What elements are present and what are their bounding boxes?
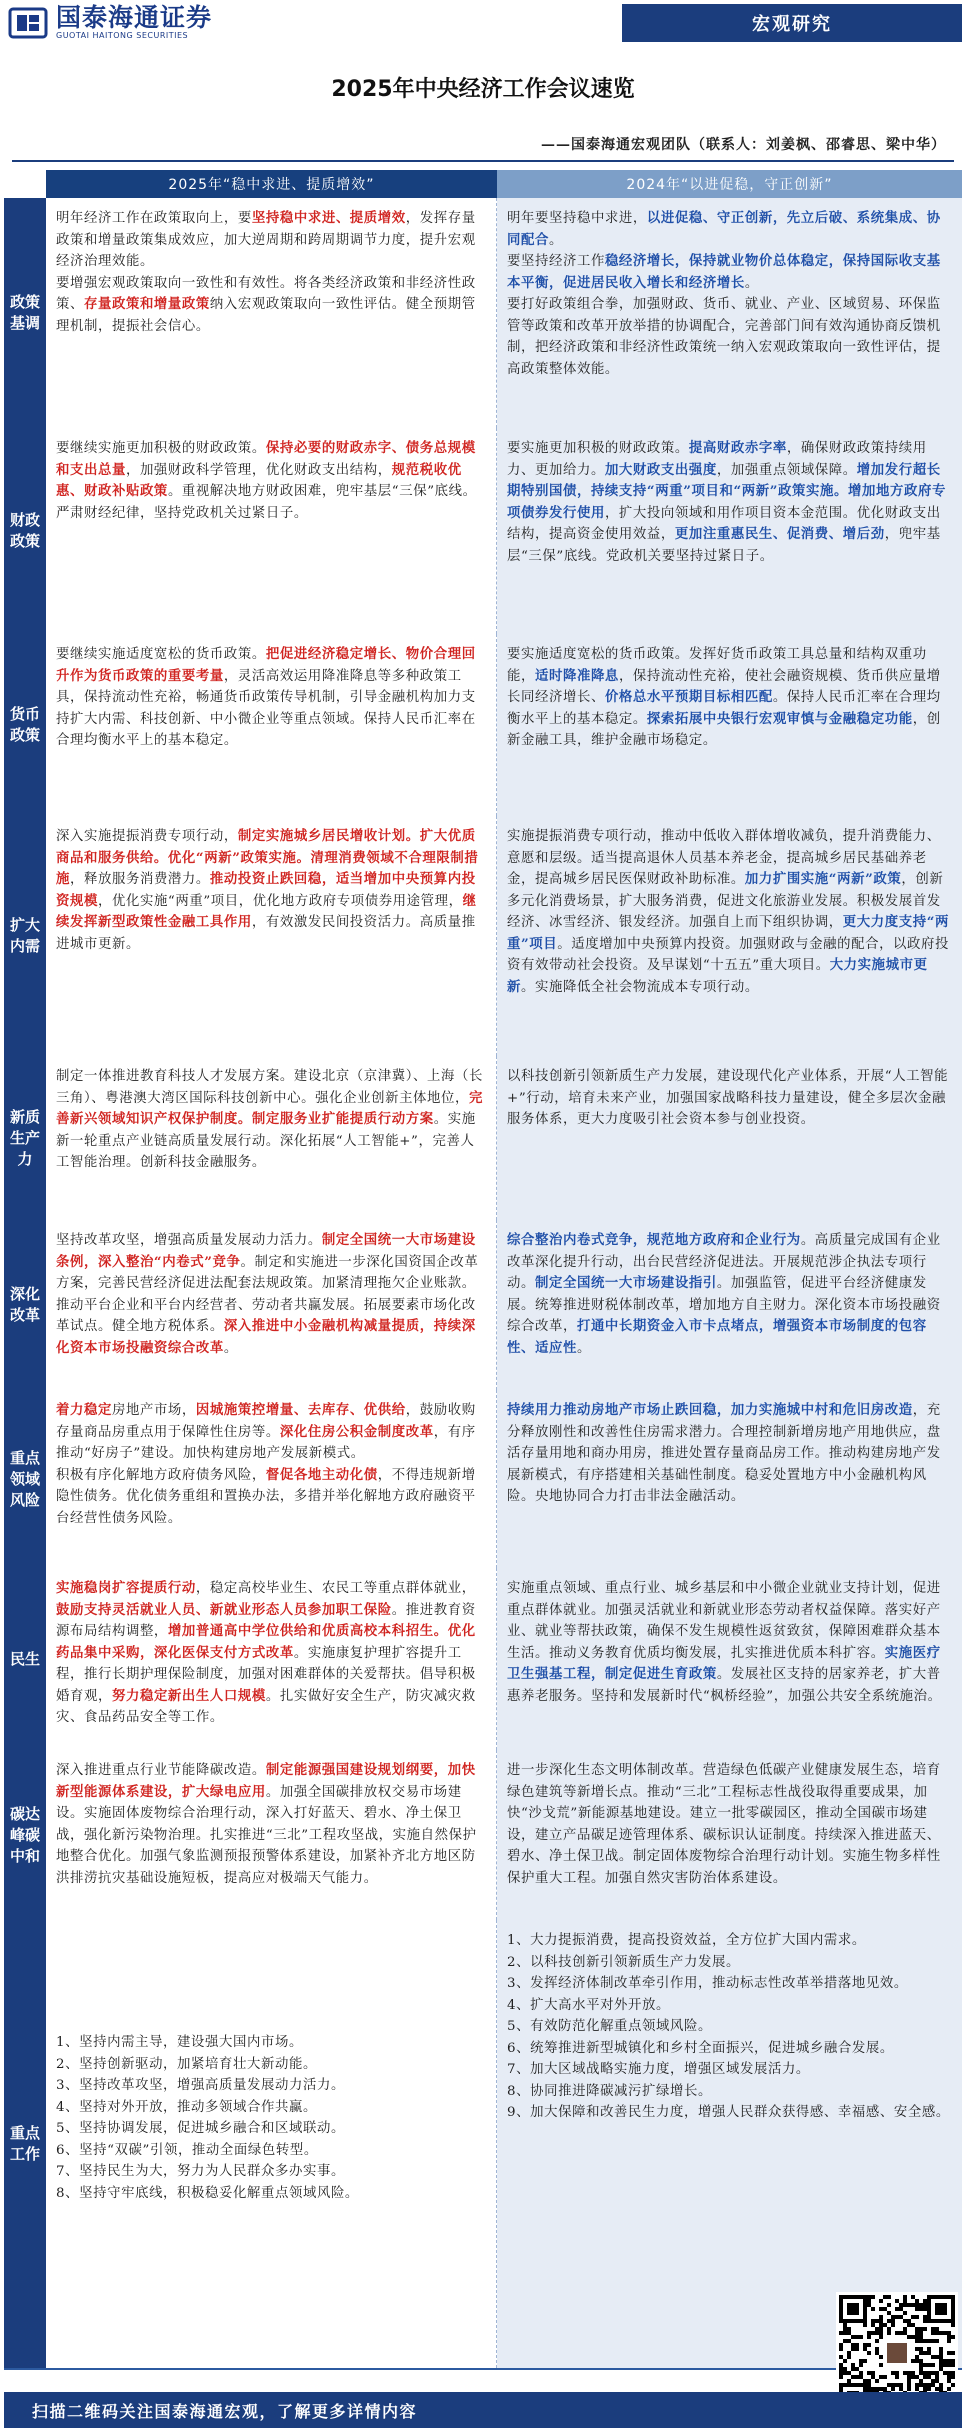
cell-2025 [46, 1920, 497, 2368]
cell-2024 [497, 1568, 962, 1750]
cell-2025 [46, 816, 497, 1056]
row-label-text: 碳达峰碳中和 [9, 1804, 40, 1865]
table-row [4, 1220, 962, 1392]
list-item: 4、扩大高水平对外开放。 [507, 1997, 671, 2013]
list-item: 5、坚持协调发展，促进城乡融合和区域联动。 [56, 2121, 345, 2136]
company-logo [8, 4, 212, 42]
body-text: 纳入宏观政策取向一致性评估。健全预期管理机制，提振社会信心。 [56, 297, 476, 334]
logo-mark-icon [8, 6, 48, 40]
body-text: 。加强全国碳排放权交易市场建设。实施固体废物综合治理行动，深入打好蓝天、碧水、净土保卫战，强化新污染物治理。扎实推进“三北”工程攻坚战，实施自然保护地整合优化。加强气象监测预报预警体系建设，加紧补齐北方地区防洪排涝抗灾基础设施短板，提高应对极端天气能力。 [56, 1784, 477, 1886]
body-text: 。实施康复护理扩容提升工程，推行长期护理保险制度，加强对困难群体的关爱帮扶。倡导积极婚育观， [56, 1645, 476, 1704]
body-text: 。实施新一轮重点产业链高质量发展行动。深化拓展“人工智能+”，完善人工智能治理。创新科技金融服务。 [56, 1112, 476, 1170]
body-text: 实施提振消费专项行动，推动中低收入群体增收减负，提升消费能力、意愿和层级。适当提高退休人员基本养老金，提高城乡居民基础养老金，提高城乡居民医保财政补助标准。 [507, 829, 941, 887]
list-item: 9、加大保障和改善民生力度，增强人民群众获得感、幸福感、安全感。 [507, 2105, 950, 2120]
body-text: 要增强宏观政策取向一致性和有效性。将各类经济政策和非经济性政策、 [56, 275, 476, 312]
cell-2025 [46, 1568, 497, 1750]
row-label [4, 1056, 46, 1220]
body-text: 进一步深化生态文明体制改革。营造绿色低碳产业健康发展生态，培育绿色建筑等新增长点。推动“三北”工程标志性战役取得重要成果，加快“沙戈荒”新能源基地建设。建立一批零碳园区，推动全国碳市场建设，建立产品碳足迹管理体系、碳标识认证制度。持续深入推进蓝天、碧水、净土保卫战。制定固体废物综合治理行动计划。实施生物多样性保护重大工程。加强自然灾害防治体系建设。 [507, 1763, 941, 1886]
column-header-2024: 2024年“以进促稳，守正创新” [497, 170, 962, 198]
body-text: 以科技创新引领新质生产力发展，建设现代化产业体系，开展“人工智能+”行动，培育未来产业，加强国家战略科技力量建设，健全多层次金融服务体系，更大力度吸引社会资本参与创业投资。 [507, 1069, 949, 1127]
highlight-text: 保持必要的财政赤字、债务总规模和支出总量 [56, 440, 476, 478]
cell-2024 [497, 1750, 962, 1920]
body-text: 深入实施提振消费专项行动， [56, 829, 238, 844]
highlight-text: 努力稳定新出生人口规模 [111, 1687, 266, 1704]
highlight-text: 推动投资止跌回稳，适当增加中央预算内投资规模 [56, 871, 476, 909]
body-text: 要打好政策组合拳，加强财政、货币、就业、产业、区域贸易、环保监管等政策和改革开放举措的协调配合，完善部门间有效沟通协商反馈机制，把经济政策和非经济性政策统一纳入宏观政策取向一致性评估，提高政策整体效能。 [507, 297, 941, 377]
highlight-text: 加大财政支出强度 [604, 461, 717, 478]
list-item: 1、坚持内需主导，建设强大国内市场。 [56, 2035, 303, 2050]
row-label-text: 重点领域风险 [9, 1448, 40, 1509]
page-title: 2025年中央经济工作会议速览 [331, 77, 635, 102]
cell-2025 [46, 198, 497, 428]
body-text: 要实施适度宽松的货币政策。发挥好货币政策工具总量和结构双重功能， [507, 647, 927, 684]
body-text: 要实施更加积极的财政政策。 [507, 441, 689, 456]
table-row [4, 1568, 962, 1752]
body-text: ，创新多元化消费场景，扩大服务消费，促进文化旅游业发展。积极发展首发经济、冰雪经济、银发经济。加强自上而下组织协调， [507, 872, 944, 930]
body-text: 。扎实做好安全生产，防灾减灾救灾、食品药品安全等工作。 [56, 1688, 476, 1725]
highlight-text: 深入推进中小金融机构减量提质，持续深化资本市场投融资综合改革 [56, 1318, 476, 1356]
list-item: 2、坚持创新驱动，加紧培育壮大新动能。 [56, 2056, 317, 2072]
highlight-text: 大力实施城市更新 [507, 957, 928, 995]
table-row [4, 198, 962, 430]
highlight-text: 增加普通高中学位供给和优质高校本科招生。优化药品集中采购，深化医保支付方式改革 [56, 1623, 476, 1661]
row-label-text: 政策基调 [9, 293, 40, 332]
body-text: ，不得违规新增隐性债务。优化债务重组和置换办法，多措并举化解地方政府融资平台经营性债务风险。 [56, 1467, 476, 1526]
highlight-text: 完善新兴领域知识产权保护制度。制定服务业扩能提质行动方案 [56, 1089, 484, 1127]
body-text: 。发展社区支持的居家养老，扩大普惠养老服务。坚持和发展新时代“枫桥经验”，加强公共安全系统施治。 [507, 1667, 942, 1704]
column-header-2025: 2025年“稳中求进、提质增效” [46, 170, 497, 198]
table-row [4, 1056, 962, 1222]
list-item: 4、坚持对外开放，推动多领域合作共赢。 [56, 2099, 317, 2115]
row-label [4, 1220, 46, 1390]
highlight-text: 提高财政赤字率 [688, 440, 787, 456]
body-text: 。保持人民币汇率在合理均衡水平上的基本稳定。 [507, 690, 941, 727]
body-text: ，发挥存量政策和增量政策集成效应，加大逆周期和跨周期调节力度，提升宏观经济治理效能。 [56, 211, 476, 269]
highlight-text: 着力稳定 [56, 1402, 112, 1418]
body-text: ，有序推动“好房子”建设。加快构建房地产发展新模式。 [56, 1424, 476, 1461]
cell-2025 [46, 1056, 497, 1220]
highlight-text: 加力扩围实施“两新”政策 [744, 871, 902, 887]
author-line: ——国泰海通宏观团队（联系人：刘姜枫、邵睿思、梁中华） [541, 137, 946, 153]
body-text: 坚持改革攻坚，增强高质量发展动力活力。 [56, 1233, 322, 1248]
body-text: 深入推进重点行业节能降碳改造。 [56, 1763, 266, 1778]
body-text: 明年经济工作在政策取向上，要 [56, 211, 252, 226]
title-divider [12, 160, 954, 162]
row-label [4, 816, 46, 1056]
body-text: 明年要坚持稳中求进， [507, 211, 647, 226]
body-text: 积极有序化解地方政府债务风险， [56, 1467, 266, 1483]
footer-banner: 扫描二维码关注国泰海通宏观，了解更多详情内容 [4, 2392, 962, 2428]
row-label-text: 财政政策 [9, 511, 40, 550]
cell-2025 [46, 634, 497, 816]
body-text: 。制定和实施进一步深化国资国企改革方案，完善民营经济促进法配套法规政策。加紧清理拖欠企业账款。推动平台企业和平台内经营者、劳动者共赢发展。拓展要素市场化改革试点。健全地方税体系。 [56, 1254, 479, 1334]
cell-2024 [497, 1390, 962, 1568]
row-label-text: 货币政策 [9, 705, 40, 744]
list-item: 3、坚持改革攻坚，增强高质量发展动力活力。 [56, 2078, 345, 2093]
page-header [0, 0, 966, 44]
cell-2024 [497, 634, 962, 816]
list-item: 2、以科技创新引领新质生产力发展。 [507, 1954, 740, 1970]
section-tag: 宏观研究 [622, 4, 962, 42]
body-text: 。高质量完成国有企业改革深化提升行动，出台民营经济促进法。开展规范涉企执法专项行动。 [507, 1233, 941, 1291]
highlight-text: 规范税收优惠、财政补贴政策 [56, 461, 462, 499]
cell-2024 [497, 1220, 962, 1390]
row-label-text: 重点工作 [9, 2124, 40, 2163]
list-item: 5、有效防范化解重点领域风险。 [507, 2019, 712, 2034]
body-text: ，充分释放刚性和改善性住房需求潜力。合理控制新增房地产用地供应，盘活存量用地和商办用房，推进处置存量商品房工作。推动构建房地产发展新模式，有序搭建相关基础性制度。稳妥处置地方中小金融机构风险。央地协同合力打击非法金融活动。 [507, 1403, 941, 1504]
highlight-text: 稳经济增长，保持就业物价总体稳定，保持国际收支基本平衡，促进居民收入增长和经济增长 [507, 253, 941, 291]
highlight-text: 继续发挥新型政策性金融工具作用 [56, 892, 477, 930]
list-item: 3、发挥经济体制改革牵引作用，推动标志性改革举措落地见效。 [507, 1976, 908, 1991]
body-text: 。 [576, 1340, 591, 1356]
body-text: ，扩大投向领域和用作项目资本金范围。优化财政支出结构，提高资金使用效益， [507, 505, 941, 542]
body-text: ，兜牢基层“三保”底线。党政机关要坚持过紧日子。 [507, 527, 941, 564]
cell-2024 [497, 1056, 962, 1220]
highlight-text: 制定能源强国建设规划纲要，加快新型能源体系建设，扩大绿电应用 [56, 1762, 476, 1800]
row-label-text: 深化改革 [9, 1285, 40, 1324]
highlight-text: 价格总水平预期目标相匹配 [604, 689, 773, 705]
cell-2025 [46, 1750, 497, 1920]
highlight-text: 适时降准降息 [534, 667, 619, 684]
highlight-text: 把促进经济稳定增长、物价合理回升作为货币政策的重要考量 [56, 646, 476, 684]
list-item: 8、协同推进降碳减污扩绿增长。 [507, 2083, 712, 2099]
row-label [4, 1920, 46, 2368]
cell-2024 [497, 428, 962, 634]
row-label [4, 1750, 46, 1920]
row-label-text: 民生 [9, 1649, 40, 1668]
body-text: ，加强财政科学管理，优化财政支出结构， [125, 462, 392, 478]
highlight-text: 实施稳岗扩容提质行动 [56, 1580, 196, 1596]
logo-text-cn: 国泰海通证券 [56, 3, 213, 32]
highlight-text: 综合整治内卷式竞争，规范地方政府和企业行为 [507, 1232, 801, 1248]
highlight-text: 制定全国统一大市场建设指引 [534, 1275, 717, 1291]
highlight-text: 制定全国统一大市场建设条例，深入整治“内卷式”竞争 [56, 1232, 476, 1270]
table-row [4, 816, 962, 1058]
table-row [4, 1390, 962, 1570]
table-row [4, 1750, 962, 1922]
cell-2024 [497, 816, 962, 1056]
highlight-text: 深化住房公积金制度改革 [279, 1423, 434, 1440]
logo-text-en: GUOTAI HAITONG SECURITIES [56, 31, 189, 40]
body-text: 。 [548, 232, 563, 248]
list-item: 6、统筹推进新型城镇化和乡村全面振兴，促进城乡融合发展。 [507, 2040, 894, 2056]
body-text: ，创新金融工具，维护金融市场稳定。 [507, 711, 941, 748]
body-text: ，保持流动性充裕，使社会融资规模、货币供应量增长同经济增长、 [507, 668, 941, 705]
list-item: 8、坚持守牢底线，积极稳妥化解重点领域风险。 [56, 2185, 359, 2201]
cell-2024 [497, 198, 962, 428]
body-text: ，确保财政政策持续用力、更加给力。 [507, 441, 927, 478]
body-text: 。 [744, 275, 759, 291]
row-label [4, 428, 46, 634]
highlight-text: 打通中长期资金入市卡点堵点，增强资本市场制度的包容性、适应性 [507, 1318, 927, 1356]
body-text: 。适度增加中央预算内投资。加强财政与金融的配合，以政府投资有效带动社会投资。及早谋划“十五五”重大项目。 [507, 936, 950, 973]
highlight-text: 鼓励支持灵活就业人员、新就业形态人员参加职工保险 [56, 1601, 392, 1618]
list-item: 6、坚持“双碳”引领，推动全面绿色转型。 [56, 2142, 318, 2158]
highlight-text: 增加发行超长期特别国债，持续支持“两重”项目和“两新”政策实施。增加地方政府专项债券发行使用 [507, 461, 946, 521]
table-row [4, 634, 962, 818]
row-label [4, 1568, 46, 1750]
body-text: ，有效激发民间投资活力。高质量推进城市更新。 [56, 915, 476, 952]
cell-2025 [46, 1390, 497, 1568]
body-text: ，鼓励收购存量商品房重点用于保障性住房等。 [56, 1403, 476, 1440]
body-text: 要继续实施适度宽松的货币政策。 [56, 647, 266, 662]
highlight-text: 探索拓展中央银行宏观审慎与金融稳定功能 [646, 710, 913, 727]
body-text: 。加强监管，促进平台经济健康发展。统筹推进财税体制改革，增加地方自主财力。深化资本市场投融资综合改革， [507, 1276, 941, 1334]
body-text: 要坚持经济工作 [507, 254, 605, 269]
row-label-text: 新质生产力 [9, 1107, 40, 1168]
body-text: ，加强重点领域保障。 [716, 462, 857, 478]
list-item: 1、大力提振消费，提高投资效益，全方位扩大国内需求。 [507, 1933, 866, 1948]
body-text: 制定一体推进教育科技人才发展方案。建设北京（京津冀）、上海（长三角）、粤港澳大湾区国际科技创新中心。强化企业创新主体地位， [56, 1069, 484, 1106]
table-row [4, 428, 962, 636]
highlight-text: 以进促稳、守正创新，先立后破、系统集成、协同配合 [507, 210, 941, 248]
body-text: 房地产市场， [111, 1403, 196, 1418]
body-text: ，释放服务消费潜力。 [70, 872, 210, 887]
highlight-text: 制定实施城乡居民增收计划。扩大优质商品和服务供给。优化“两新”政策实施。清理消费领域不合理限制措施 [56, 828, 479, 887]
highlight-text: 坚持稳中求进、提质增效 [251, 210, 406, 226]
body-text: 。重视解决地方财政困难，兜牢基层“三保”底线。严肃财经纪律，坚持党政机关过紧日子。 [56, 484, 477, 521]
highlight-text: 因城施策控增量、去库存、优供给 [195, 1402, 406, 1418]
highlight-text: 持续用力推动房地产市场止跌回稳，加力实施城中村和危旧房改造 [507, 1402, 913, 1418]
row-label [4, 198, 46, 428]
row-label [4, 1390, 46, 1568]
cell-2025 [46, 428, 497, 634]
table-row [4, 1920, 962, 2370]
body-text: ，稳定高校毕业生、农民工等重点群体就业， [195, 1581, 476, 1596]
cell-2025 [46, 1220, 497, 1390]
highlight-text: 督促各地主动化债 [265, 1466, 378, 1483]
highlight-text: 存量政策和增量政策 [83, 296, 210, 312]
highlight-text: 实施医疗卫生强基工程，制定促进生育政策 [507, 1644, 941, 1682]
body-text: 要继续实施更加积极的财政政策。 [56, 441, 266, 456]
list-item: 7、坚持民生为大，努力为人民群众多办实事。 [56, 2164, 345, 2179]
body-text: 实施重点领域、重点行业、城乡基层和中小微企业就业支持计划，促进重点群体就业。加强灵活就业和新就业形态劳动者权益保障。落实好产业、就业等帮扶政策，确保不发生规模性返贫致贫，保障困难群众基本生活。推动义务教育优质均衡发展，扎实推进优质本科扩容。 [507, 1581, 941, 1661]
highlight-text: 更加注重惠民生、促消费、增后劲 [674, 526, 885, 542]
row-label [4, 634, 46, 816]
list-item: 7、加大区域战略实施力度，增强区域发展活力。 [507, 2062, 810, 2077]
body-text: ，优化实施“两重”项目，优化地方政府专项债券用途管理， [97, 893, 463, 909]
body-text: 。 [223, 1340, 238, 1356]
body-text: ，灵活高效运用降准降息等多种政策工具，保持流动性充裕，畅通货币政策传导机制，引导金融机构加力支持扩大内需、科技创新、中小微企业等重点领域。保持人民币汇率在合理均衡水平上的基本稳定。 [56, 668, 476, 748]
body-text: 。推进教育资源布局结构调整， [56, 1602, 476, 1639]
body-text: 。实施降低全社会物流成本专项行动。 [521, 979, 759, 995]
highlight-text: 更大力度支持“两重”项目 [507, 914, 950, 952]
row-label-text: 扩大内需 [9, 916, 40, 955]
